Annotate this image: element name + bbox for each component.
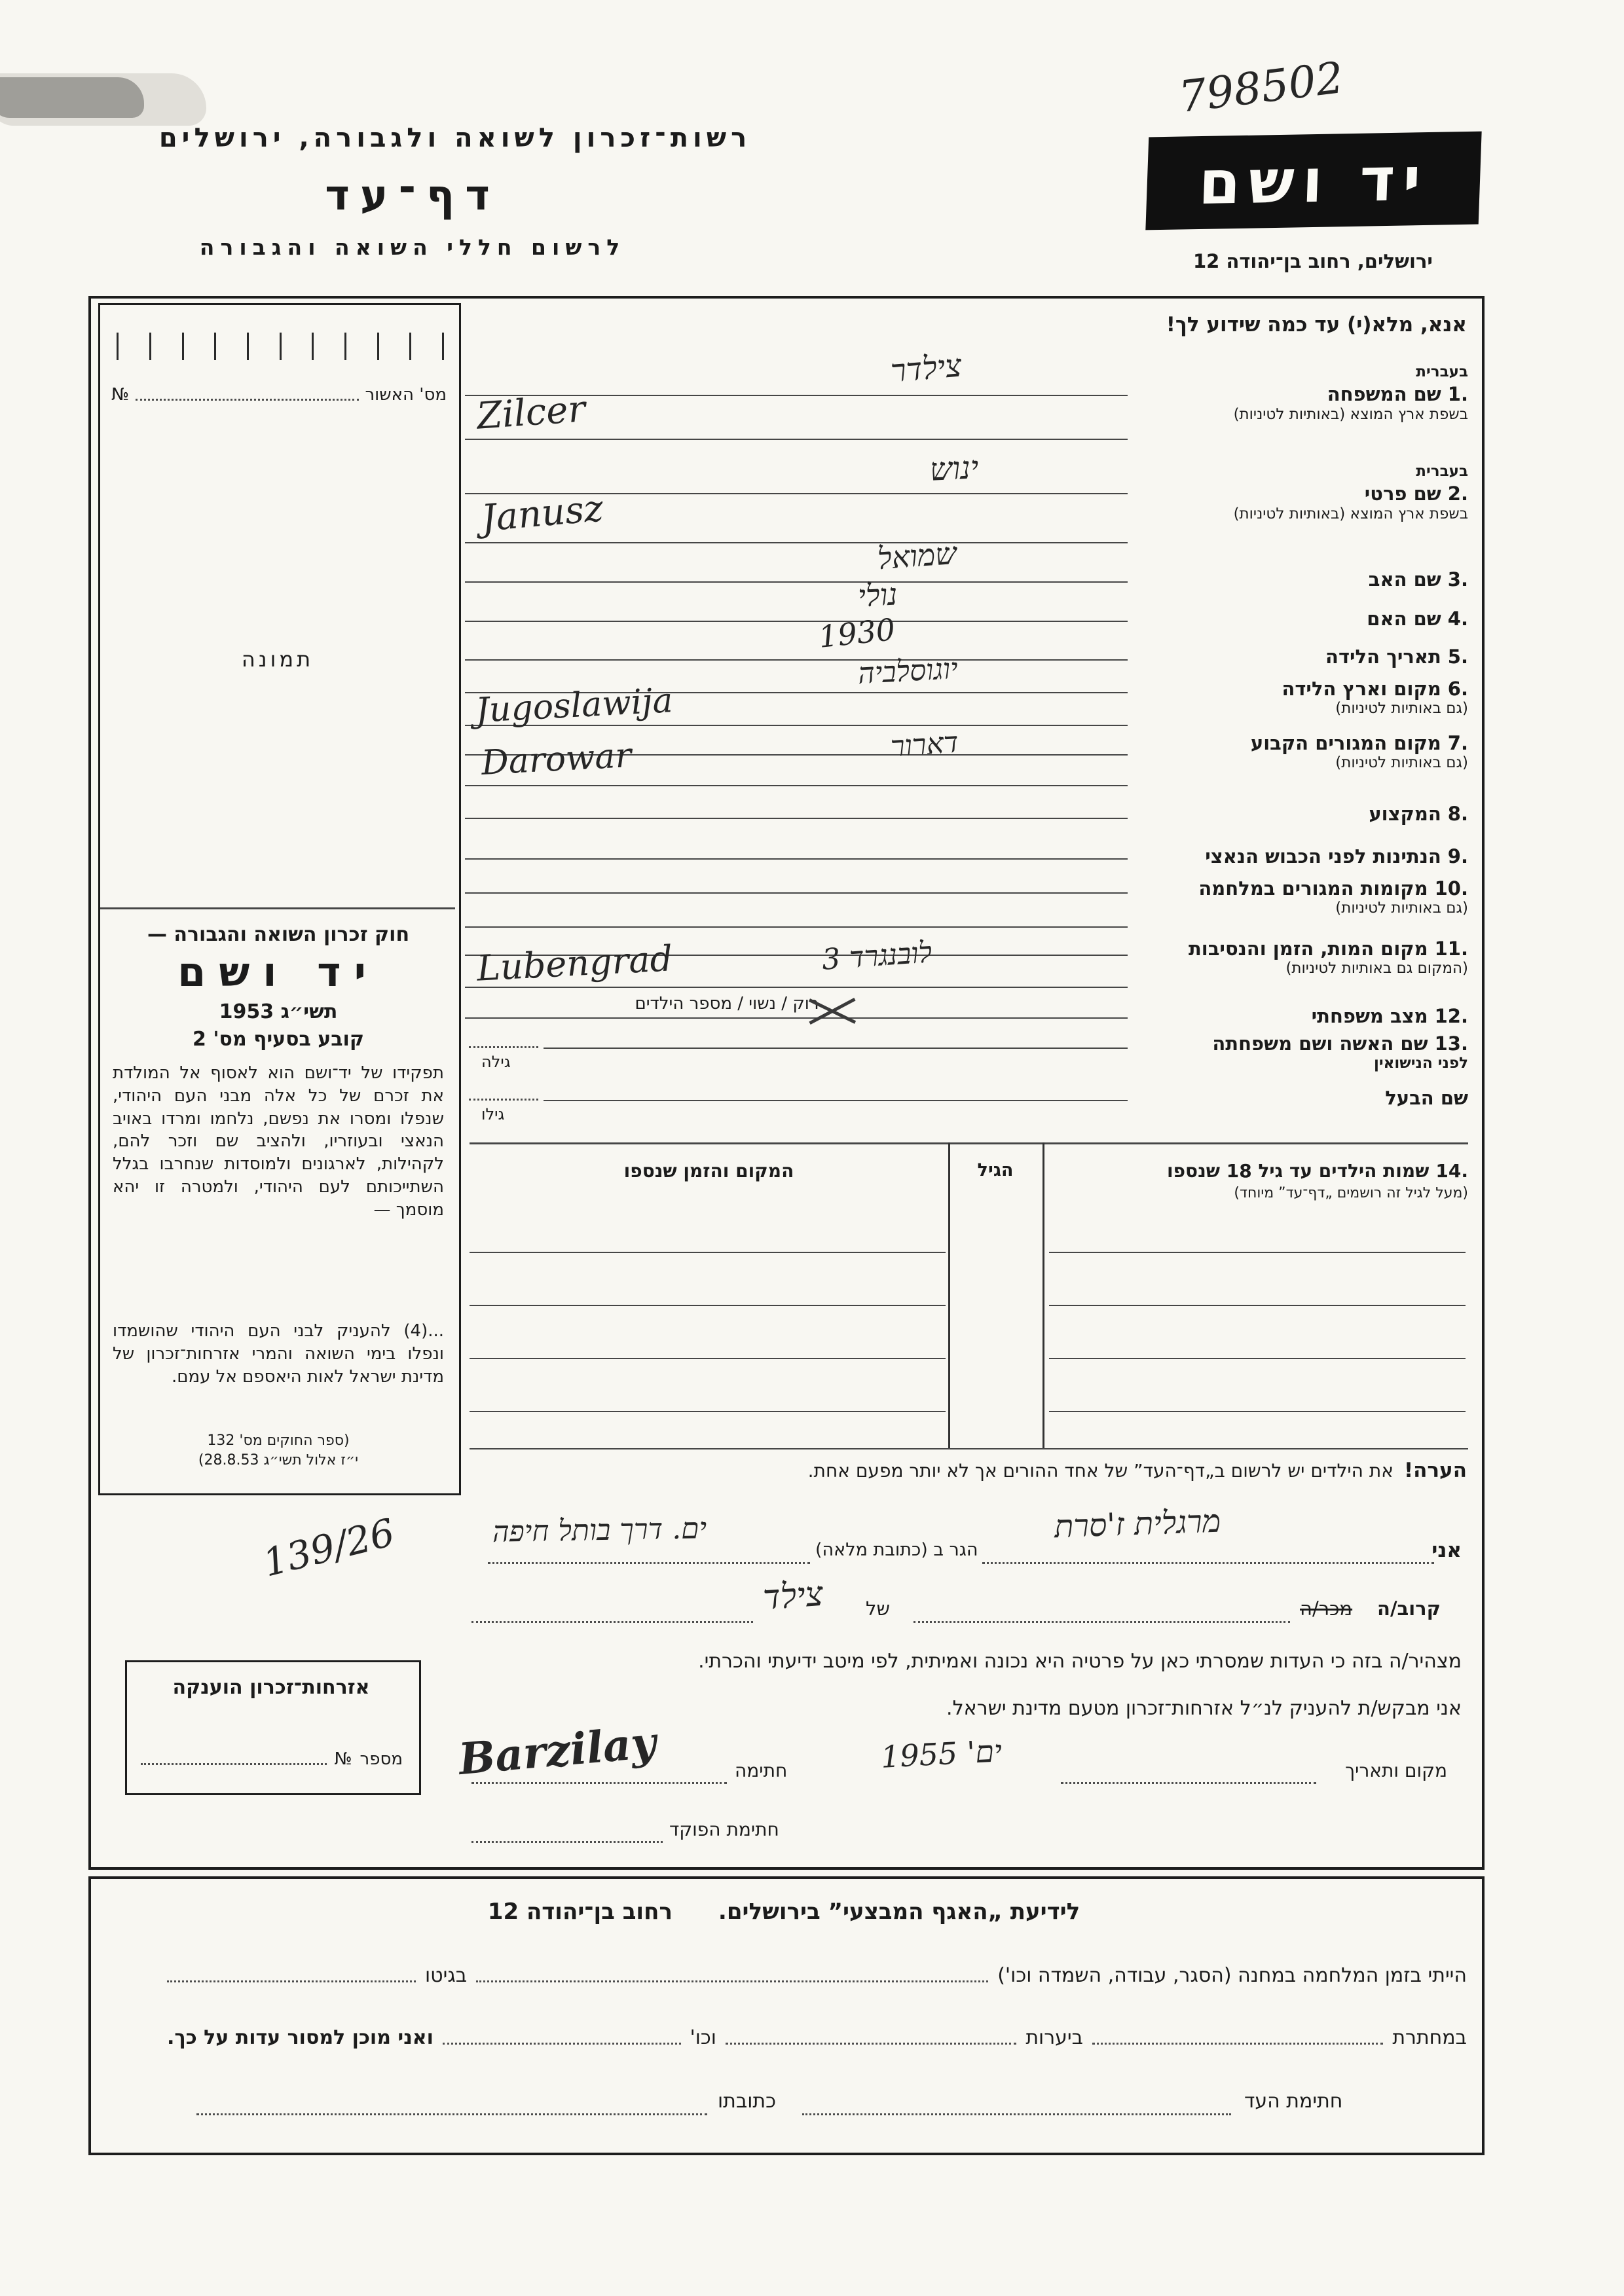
handwritten-father-name: שמואל (876, 535, 958, 577)
granted-number-row (141, 1749, 403, 1769)
field7-residence-label (1049, 732, 1468, 754)
children-place-row-line (470, 1305, 946, 1306)
yad-vashem-logo-text: יד ושם (1197, 143, 1430, 218)
law-clause-text: להעניק לבני העם היהודי שהושמדו ונפלו בימי השואה והמרי אזרחות־זכרון של מדינת ישראל לאות היאספם אל עמם. (113, 1321, 444, 1387)
column-header-age: הגיל (977, 1160, 1014, 1180)
place-date-line (1061, 1782, 1316, 1784)
field2-hebrew-sublabel: בעברית (1416, 463, 1468, 480)
her-age-line (469, 1046, 538, 1048)
fill-line-birth-date (465, 659, 1128, 661)
field14-number: 14. (1435, 1160, 1468, 1182)
handwritten-signature: Barzilay (456, 1716, 658, 1785)
authority-header: רשות־זכרון לשואה ולגבורה, ירושלים (158, 123, 752, 153)
place-date-label: מקום ותאריך (1345, 1760, 1447, 1781)
handwritten-birth-place-latin: Jugoslawija (474, 681, 674, 731)
fill-line-war-residence-b (465, 926, 1128, 928)
registration-tick-marks (117, 333, 444, 360)
field6-birth-place-label (1049, 678, 1468, 700)
ghetto-label: בגיטו (425, 1964, 468, 1987)
law-reference-1: (ספר החוקים מס' 132 (207, 1432, 350, 1449)
forests-line (726, 2043, 1016, 2045)
husband-name-label: שם הבעל (1385, 1087, 1468, 1109)
children-name-row-line (1049, 1411, 1466, 1412)
granted-number-label: מספר (360, 1749, 403, 1769)
granted-citizenship-title: אזרחות־זכרון הוענקה (172, 1676, 370, 1699)
law-intro: חוק זכרון השואה והגבורה — (147, 923, 410, 946)
form-subtitle: לרשום חללי השואה והגבורה (199, 234, 626, 260)
children-place-row-line (470, 1358, 946, 1359)
field11-number: 11. (1434, 938, 1468, 960)
fill-line-family-latin (465, 439, 1128, 440)
children-table-top-border (470, 1142, 1468, 1144)
field10-latin-sublabel: (גם באותיות לטיניות) (1335, 900, 1468, 917)
children-table-vline-left (948, 1142, 950, 1448)
children-name-row-line (1049, 1252, 1466, 1253)
field1-number: 1. (1447, 383, 1468, 405)
her-age-label: גילה (481, 1053, 511, 1071)
witness-signature-label: חתימת העד (1244, 2090, 1343, 2113)
field3-father-name-label (1049, 568, 1468, 591)
tick-mark (409, 333, 411, 360)
witness-address-line (196, 2113, 707, 2115)
law-clause-number: (4)... (403, 1321, 445, 1341)
children-table-bottom-border (470, 1448, 1468, 1449)
handwritten-declarant-name: מרגלית ז'סרת (1054, 1503, 1222, 1546)
underground-label: במחתרת (1392, 2026, 1467, 2049)
field11-latin-sublabel: (המקום גם באותיות לטיניות) (1285, 960, 1468, 977)
tick-mark (214, 333, 216, 360)
tick-mark (247, 333, 249, 360)
his-age-label: גילו (481, 1105, 505, 1123)
tick-mark (442, 333, 444, 360)
law-reference-2: י״ז אלול תשי״ג 28.8.53) (198, 1452, 359, 1468)
declaration-statement: מצהיר/ה בזה כי העדות שמסרתי כאן על פרטיה היא נכונה ואמיתית, לפי מיטב ידיעתי והכרתי. (698, 1650, 1462, 1673)
relative-of-line-b (471, 1621, 753, 1623)
handwritten-birth-date: 1930 (817, 611, 897, 655)
field2-latin-sublabel: בשפת ארץ המוצא (באותיות לטיניות) (1233, 505, 1468, 522)
field12-text: מצב משפחתי (1311, 1005, 1428, 1027)
bottom-underground-row (167, 2026, 1467, 2049)
handwritten-serial-number: 798502 (1176, 52, 1346, 123)
etc-line (443, 2043, 681, 2045)
witness-signature-line (802, 2113, 1231, 2115)
bottom-title-address: רחוב בן־יהודה 12 (487, 1899, 673, 1925)
field3-number: 3. (1447, 568, 1468, 591)
tick-mark (344, 333, 346, 360)
handwritten-given-latin: Janusz (479, 487, 605, 540)
fill-line-death-b (465, 987, 1128, 988)
granted-numero-symbol: № (334, 1749, 352, 1769)
handwritten-residence-latin: Darowar (480, 736, 633, 783)
fill-line-father (465, 581, 1128, 583)
column-header-place-time: המקום והזמן שנספו (623, 1160, 794, 1182)
field1-family-name-label (1049, 383, 1468, 405)
fill-line-profession (465, 818, 1128, 819)
children-name-row-line (1049, 1305, 1466, 1306)
bottom-title: לידיעת „האגף המבצעי” בירושלים. (718, 1899, 1080, 1925)
field2-text: שם פרטי (1364, 483, 1441, 505)
photo-law-divider (100, 907, 455, 909)
field11-text: מקום המות, הזמן והנסיבות (1188, 938, 1428, 960)
note-row (465, 1459, 1467, 1482)
approval-number-label: מס' האשור (365, 385, 447, 405)
camp-sentence: הייתי בזמן המלחמה במחנה (הסגר, עבודה, השמדה וכו') (997, 1964, 1467, 1987)
approval-number-row (111, 385, 447, 405)
yad-vashem-logo (1145, 132, 1481, 230)
declarant-address-line (488, 1562, 810, 1564)
field13-number: 13. (1434, 1032, 1468, 1055)
fill-line-war-residence-a (465, 892, 1128, 894)
tick-mark (377, 333, 379, 360)
bottom-title-row (88, 1899, 1479, 1925)
handwritten-residence-hebrew: דארור (889, 725, 960, 764)
law-clause-4 (113, 1320, 444, 1388)
forests-label: ביערות (1025, 2026, 1083, 2049)
marital-options-text: רוק / נשוי / מספר הילדים (635, 994, 819, 1013)
note-body: את הילדים יש לרשום ב„דף־העד” של אחד ההורים אך לא יותר מפעם אחת. (807, 1460, 1393, 1482)
underground-line (1092, 2043, 1383, 2045)
field1-text: שם המשפחה (1327, 383, 1441, 405)
law-section: קובע בסעיף מס' 2 (193, 1028, 364, 1051)
fill-line-wife-name (544, 1048, 1128, 1049)
field3-text: שם האב (1368, 568, 1441, 591)
ready-to-testify-text: ואני מוכן למסור עדות על כך. (167, 2026, 434, 2049)
of-label: של (866, 1597, 891, 1620)
official-signature-line (471, 1841, 663, 1843)
signature-label: חתימה (735, 1760, 788, 1781)
handwritten-family-latin: Zilcer (475, 388, 587, 438)
field8-number: 8. (1447, 803, 1468, 825)
declaration-request: אני מבקש/ת להעניק לנ״ל אזרחות־זכרון מטעם מדינת ישראל. (946, 1697, 1462, 1720)
handwritten-margin-note: 139/26 (258, 1510, 399, 1586)
field1-hebrew-sublabel: בעברית (1416, 363, 1468, 380)
field8-text: המקצוע (1369, 803, 1441, 825)
note-head: הערה! (1403, 1459, 1467, 1482)
field14-children-label (1049, 1160, 1468, 1182)
fill-line-citizenship (465, 858, 1128, 860)
tick-mark (117, 333, 119, 360)
witness-address-label: כתובתו (718, 2090, 776, 2113)
declaration-i-label: אני (1431, 1539, 1462, 1562)
children-place-row-line (470, 1252, 946, 1253)
law-yad-vashem-name: יד ושם (177, 948, 379, 996)
field2-number: 2. (1447, 483, 1468, 505)
field13-before-marriage-sublabel: לפני הנישואין (1374, 1055, 1468, 1072)
field6-latin-sublabel: (גם באותיות לטיניות) (1335, 700, 1468, 717)
field11-death-place-label (1049, 938, 1468, 960)
field13-wife-name-label (1049, 1032, 1468, 1055)
field7-text: מקום המגורים הקבוע (1250, 732, 1441, 754)
resides-at-label: הגר ב (כתובת מלאה) (815, 1540, 978, 1560)
tick-mark (312, 333, 314, 360)
scan-smudge-light (0, 73, 206, 126)
handwritten-mother-name: נולי (857, 576, 898, 614)
field4-text: שם האם (1367, 608, 1441, 630)
field8-profession-label (1049, 803, 1468, 825)
fill-line-given-latin (465, 542, 1128, 543)
official-signature-label: חתימת הפוקד (669, 1819, 779, 1840)
fill-instruction: אנא, מלא(י) עד כמה שידוע לך! (1166, 313, 1467, 337)
handwritten-death-place-hebrew: לובנגרד 3 (821, 936, 933, 977)
numero-symbol: № (111, 385, 130, 405)
handwritten-given-hebrew: ינוש (929, 449, 980, 488)
tick-mark (280, 333, 282, 360)
field7-latin-sublabel: (גם באותיות לטיניות) (1335, 754, 1468, 771)
field13-text: שם האשה ושם משפחתה (1212, 1032, 1428, 1055)
field9-number: 9. (1447, 845, 1468, 867)
field14-text: שמות הילדים עד גיל 18 שנספו (1167, 1160, 1430, 1182)
children-table-vline-right (1043, 1142, 1044, 1448)
photo-law-box (98, 303, 461, 1495)
field4-number: 4. (1447, 608, 1468, 630)
field9-citizenship-label (1049, 845, 1468, 867)
field12-marital-status-label (1049, 1005, 1468, 1027)
tick-mark (149, 333, 151, 360)
field6-text: מקום וארץ הלידה (1282, 678, 1441, 700)
bottom-camp-row (167, 1964, 1467, 1987)
field5-number: 5. (1447, 646, 1468, 668)
ghetto-line (167, 1980, 416, 1982)
fill-line-husband-name (544, 1100, 1128, 1101)
field10-war-residence-label (1049, 877, 1468, 900)
field5-text: תאריך הלידה (1325, 646, 1441, 668)
handwritten-relative-of: צילד (762, 1574, 825, 1618)
law-year: תשי״ג 1953 (219, 1000, 338, 1023)
handwritten-death-place-latin: Lubengrad (475, 938, 674, 989)
handwritten-birth-place-hebrew: יוגוסלביה (857, 652, 959, 691)
children-place-row-line (470, 1411, 946, 1412)
handwritten-declarant-address: ים. דרך בותל חיפה (492, 1512, 707, 1549)
field4-mother-name-label (1049, 608, 1468, 630)
field10-text: מקומות המגורים במלחמה (1198, 877, 1428, 900)
relative-label: קרוב/ה (1377, 1597, 1441, 1620)
handwritten-place-date: ים' 1955 (879, 1733, 1003, 1775)
approval-number-line (136, 399, 358, 401)
fill-line-residence-b (465, 785, 1128, 786)
granted-number-line (141, 1763, 327, 1765)
field6-number: 6. (1447, 678, 1468, 700)
office-address: ירושלים, רחוב בן־יהודה 12 (1193, 250, 1433, 272)
relative-of-line-a (913, 1621, 1290, 1623)
children-name-row-line (1049, 1358, 1466, 1359)
tick-mark (182, 333, 184, 360)
field12-number: 12. (1434, 1005, 1468, 1027)
fill-line-mother (465, 621, 1128, 622)
field1-latin-sublabel: בשפת ארץ המוצא (באותיות לטיניות) (1233, 406, 1468, 423)
field10-number: 10. (1434, 877, 1468, 900)
fill-line-marital (465, 1017, 1128, 1019)
field7-number: 7. (1447, 732, 1468, 754)
law-body: תפקידו של יד־ושם הוא לאסוף אל המולדת את זכרם של כל אלה מבני העם היהודי, שנפלו ומסרו את נפשם, נלחמו ומרדו באויב הנאצי ובעוזריו, ולהציב שם וזכר להם, לקהילות, לארגונים ולמוסדות שנחרבו בגלל השתייכותם לעם היהודי, ולמטרה זו יהא מוסמך — (113, 1063, 444, 1220)
handwritten-family-hebrew: צילדר (889, 347, 963, 390)
etc-label: וכו' (690, 2026, 716, 2049)
field9-text: הנתינות לפני הכבוש הנאצי (1205, 845, 1441, 867)
field5-birth-date-label (1049, 646, 1468, 668)
his-age-line (469, 1099, 538, 1101)
declarant-name-line (982, 1562, 1434, 1564)
form-title: דף־עד (325, 172, 500, 220)
acquaintance-label-struck: מכר/ה (1300, 1597, 1353, 1620)
camp-line (476, 1980, 988, 1982)
photo-caption: תמונה (241, 647, 314, 672)
signature-line (471, 1782, 727, 1784)
field14-over-age-sublabel: (מעל לגיל זה רושמים „דף־עד” מיוחד) (1234, 1185, 1468, 1201)
